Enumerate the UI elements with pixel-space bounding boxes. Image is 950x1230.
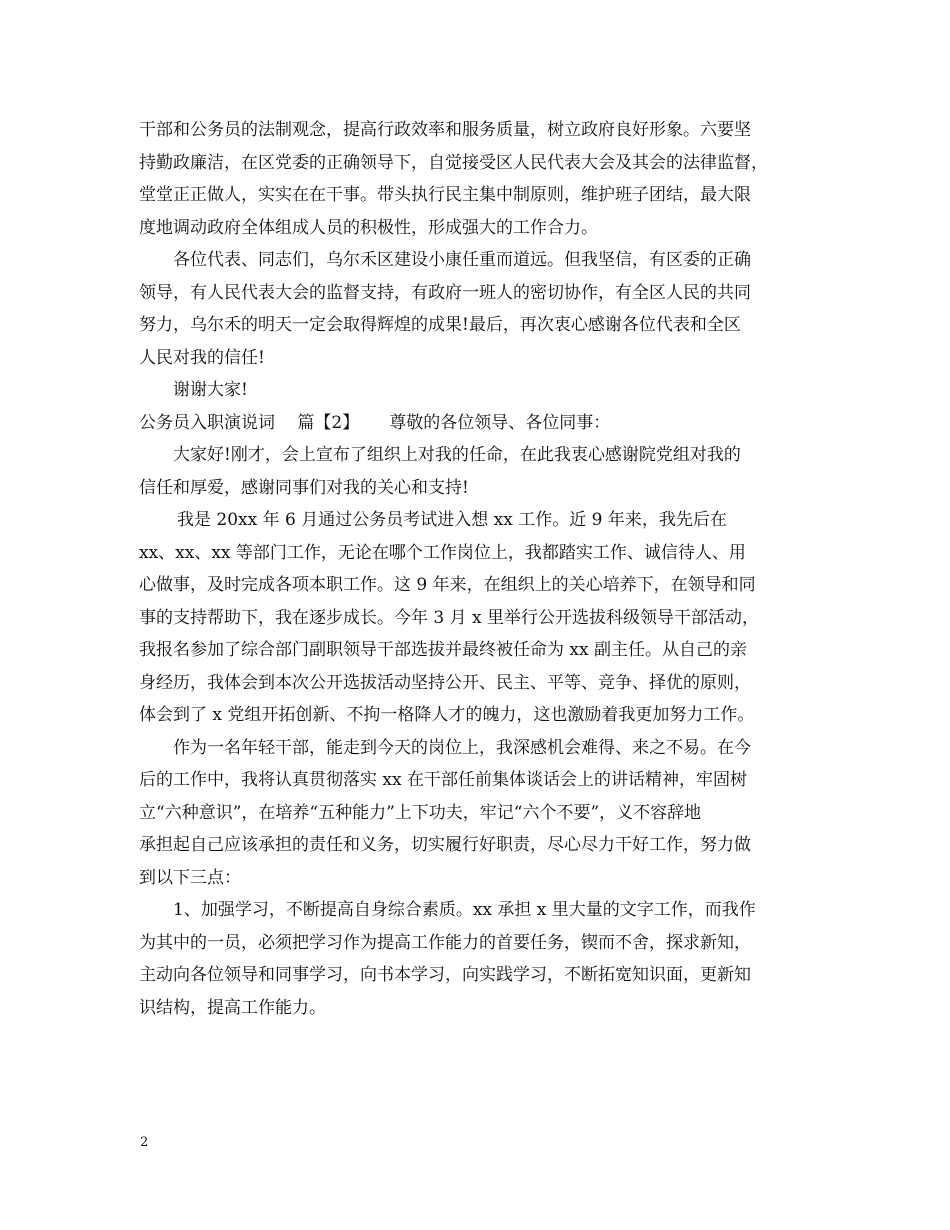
paragraph-first-line: 作为一名年轻干部，能走到今天的岗位上，我深感机会难得、来之不易。在今 xyxy=(173,737,751,758)
paragraph-first-line: 大家好!刚才，会上宣布了组织上对我的任命，在此我衷心感谢院党组对我的 xyxy=(173,445,741,465)
paragraph-line: 承担起自己应该承担的责任和义务，切实履行好职责，尽心尽力干好工作，努力做 xyxy=(139,835,751,855)
paragraph-line: 到以下三点： xyxy=(139,867,241,888)
page-number: 2 xyxy=(140,1135,149,1150)
section-heading-line xyxy=(139,407,819,440)
paragraph-line: 度地调动政府全体组成人员的积极性，形成强大的工作合力。 xyxy=(139,217,598,238)
section-heading: 公务员入职演说词 篇【2】 xyxy=(139,412,360,433)
paragraph-line: 持勤政廉洁，在区党委的正确领导下，自觉接受区人民代表大会及其会的法律监督， xyxy=(139,152,768,173)
paragraph-line: 身经历，我体会到本次公开选拔活动坚持公开、民主、平等、竞争、择优的原则， xyxy=(139,672,751,693)
paragraph-line: 识结构，提高工作能力。 xyxy=(139,997,326,1018)
paragraph-line: 事的支持帮助下，我在逐步成长。今年 3 月 x 里举行公开选拔科级领导干部活动， xyxy=(139,607,760,628)
paragraph-first-line: 各位代表、同志们，乌尔禾区建设小康任重而道远。但我坚信，有区委的正确 xyxy=(173,250,751,270)
paragraph-line: 体会到了 x 党组开拓创新、不拘一格降人才的魄力，这也激励着我更加努力工作。 xyxy=(139,705,755,725)
document-body xyxy=(139,114,819,1024)
paragraph-line: 信任和厚爱，感谢同事们对我的关心和支持! xyxy=(139,477,469,498)
thanks-line: 谢谢大家! xyxy=(173,380,248,400)
paragraph-first-line: 我是 20xx 年 6 月通过公务员考试进入想 xx 工作。近 9 年来，我先后在 xyxy=(177,510,727,530)
paragraph-line: 为其中的一员，必须把学习作为提高工作能力的首要任务，锲而不舍，探求新知， xyxy=(139,932,751,953)
paragraph-line: 人民对我的信任! xyxy=(139,347,265,368)
paragraph-line: 立“六种意识”，在培养“五种能力”上下功夫，牢记“六个不要”，义不容辞地 xyxy=(139,802,702,823)
paragraph-line: 堂堂正正做人，实实在在干事。带头执行民主集中制原则，维护班子团结，最大限 xyxy=(139,185,751,205)
paragraph-line: 干部和公务员的法制观念，提高行政效率和服务质量，树立政府良好形象。六要坚 xyxy=(139,120,751,140)
paragraph-line: 努力，乌尔禾的明天一定会取得辉煌的成果!最后，再次衷心感谢各位代表和全区 xyxy=(139,315,741,335)
paragraph-line: xx、xx、xx 等部门工作，无论在哪个工作岗位上，我都踏实工作、诚信待人、用 xyxy=(139,542,746,563)
paragraph-line: 主动向各位领导和同事学习，向书本学习，向实践学习，不断拓宽知识面，更新知 xyxy=(139,965,751,985)
paragraph-line: 领导，有人民代表大会的监督支持，有政府一班人的密切协作，有全区人民的共同 xyxy=(139,282,751,303)
paragraph-line: 后的工作中，我将认真贯彻落实 xx 在干部任前集体谈话会上的讲话精神，牢固树 xyxy=(139,770,747,790)
paragraph-first-line: 1、加强学习，不断提高自身综合素质。xx 承担 x 里大量的文字工作，而我作 xyxy=(173,900,756,920)
paragraph-line: 心做事，及时完成各项本职工作。这 9 年来，在组织上的关心培养下，在领导和同 xyxy=(139,575,756,595)
greeting: 尊敬的各位领导、各位同事： xyxy=(389,412,611,433)
paragraph-line: 我报名参加了综合部门副职领导干部选拔并最终被任命为 xx 副主任。从自己的亲 xyxy=(139,640,747,660)
